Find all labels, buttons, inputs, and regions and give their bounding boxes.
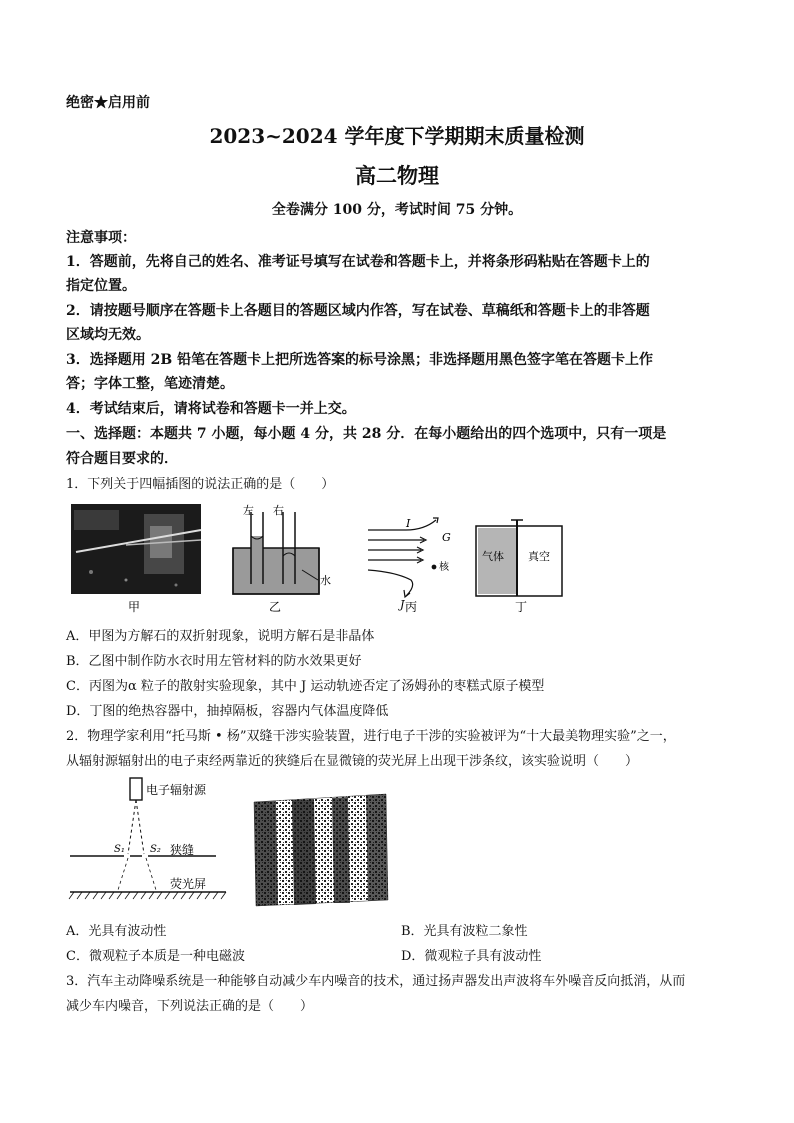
notes-line: 答；字体工整，笔迹清楚。 <box>66 376 234 392</box>
fig-bing-nucleus-label: 核 <box>439 562 449 573</box>
notes-line: 1．答题前，先将自己的姓名、准考证号填写在试卷和答题卡上，并将条形码粘贴在答题卡上的 <box>66 254 650 270</box>
fig-jia-photo <box>71 504 201 594</box>
question-2-figure <box>66 772 406 912</box>
notes-line: 2．请按题号顺序在答题卡上各题目的答题区域内作答，写在试卷、草稿纸和答题卡上的非答题 <box>66 303 650 319</box>
fig-s1-label: S₁ <box>114 844 125 855</box>
score-info: 全卷满分 100 分，考试时间 75 分钟。 <box>271 202 523 218</box>
fig-bing-G-label: G <box>442 531 451 544</box>
notes-heading: 注意事项： <box>66 230 136 246</box>
question-1-option-a: A．甲图为方解石的双折射现象，说明方解石是非晶体 <box>66 629 375 644</box>
fig-bing-scattering <box>368 518 438 597</box>
fig-yi-water-label: 水 <box>320 574 331 587</box>
fig-label-ding: 丁 <box>515 600 528 614</box>
fig-slit-label: 狭缝 <box>170 843 195 857</box>
fig-label-bing: 丙 <box>405 600 418 614</box>
question-3-stem: 3．汽车主动降噪系统是一种能够自动减少车内噪音的技术，通过扬声器发出声波将车外噪音反向抵消，从而 <box>66 974 686 989</box>
fig-s2-label: S₂ <box>150 844 161 855</box>
notes-line: 区域均无效。 <box>66 327 150 343</box>
subject-title: 高二物理 <box>355 163 439 188</box>
question-2-option-b: B．光具有波粒二象性 <box>401 924 528 939</box>
fig-yi-left-label: 左 <box>243 504 254 517</box>
interference-pattern <box>254 794 388 906</box>
secret-label: 绝密★启用前 <box>66 95 150 111</box>
question-1-option-c: C．丙图为α 粒子的散射实验现象，其中 J 运动轨迹否定了汤姆孙的枣糕式原子模型 <box>66 679 545 694</box>
section-heading-cont: 符合题目要求的． <box>66 451 178 467</box>
question-2-stem: 2．物理学家利用“托马斯 • 杨”双缝干涉实验装置，进行电子干涉的实验被评为“十大最美物理实验”之一， <box>66 729 676 744</box>
question-1-option-d: D．丁图的绝热容器中，抽掉隔板，容器内气体温度降低 <box>66 704 389 719</box>
fig-bing-J-label: J <box>400 598 405 611</box>
exam-title: 2023~2024 学年度下学期期末质量检测 <box>209 124 585 148</box>
section-heading: 一、选择题：本题共 7 小题，每小题 4 分，共 28 分．在每小题给出的四个选项中，只有一项是 <box>66 426 667 442</box>
fig-yi-right-label: 右 <box>273 504 284 517</box>
fig-label-jia: 甲 <box>128 600 141 614</box>
fig-bing-I-label: I <box>406 517 411 530</box>
fig-ding-vacuum-label: 真空 <box>528 550 550 563</box>
question-1-option-b: B．乙图中制作防水衣时用左管材料的防水效果更好 <box>66 654 362 669</box>
fig-label-yi: 乙 <box>269 600 282 614</box>
question-1-figure <box>66 500 576 620</box>
question-2-option-d: D．微观粒子具有波动性 <box>401 949 542 964</box>
question-2-stem-cont: 从辐射源辐射出的电子束经两靠近的狭缝后在显微镜的荧光屏上出现干涉条纹，该实验说明（ ） <box>66 754 639 769</box>
fig-screen-label: 荧光屏 <box>170 877 207 891</box>
question-1-stem: 1．下列关于四幅插图的说法正确的是（ ） <box>66 477 335 492</box>
question-3-stem-cont: 减少车内噪音，下列说法正确的是（ ） <box>66 999 314 1014</box>
notes-line: 3．选择题用 2B 铅笔在答题卡上把所选答案的标号涂黑；非选择题用黑色签字笔在答题卡上作 <box>66 352 654 368</box>
fig-ding-gas-label: 气体 <box>482 550 504 563</box>
question-2-option-a: A．光具有波动性 <box>66 924 167 939</box>
notes-line: 指定位置。 <box>66 278 136 294</box>
question-2-option-c: C．微观粒子本质是一种电磁波 <box>66 949 245 964</box>
electron-source <box>130 778 142 800</box>
fig-source-label: 电子辐射源 <box>146 783 207 797</box>
notes-line: 4．考试结束后，请将试卷和答题卡一并上交。 <box>66 401 356 417</box>
fig-yi-tubes <box>233 512 319 594</box>
